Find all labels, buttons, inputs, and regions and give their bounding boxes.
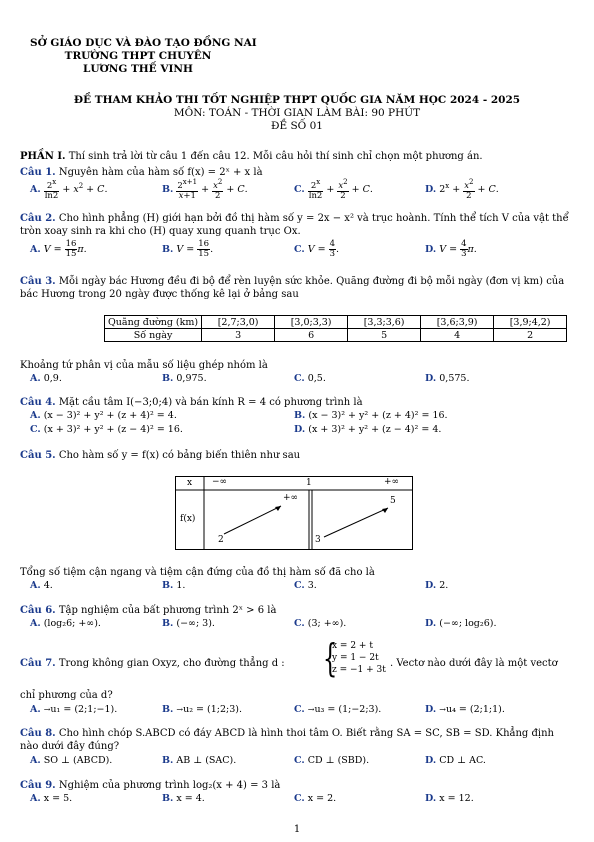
q9-option-a[interactable]: A. x = 5. <box>30 793 73 804</box>
q6-option-d[interactable]: D. (−∞; log₂6). <box>425 618 497 629</box>
q3-question-text: Khoảng tứ phân vị của mẫu số liệu ghép nhóm là <box>20 360 268 371</box>
q7-option-c[interactable]: C. →u₃ = (1;−2;3). <box>294 704 382 715</box>
table-cell: [3,9;4,2) <box>494 316 567 329</box>
q6-label: Câu 6. <box>20 605 56 616</box>
table-cell: [3,6;3,9) <box>421 316 494 329</box>
vt-plus-inf-limit: +∞ <box>283 493 299 503</box>
increase-arrow-2 <box>324 508 388 537</box>
q4-option-b[interactable]: B. (x − 3)² + y² + (z + 4)² = 16. <box>294 410 448 421</box>
vt-minus-inf: −∞ <box>212 477 228 487</box>
q7-text-after: . Vectơ nào dưới đây là một vectơ <box>390 658 558 669</box>
q7-option-a[interactable]: A. →u₁ = (2;1;−1). <box>30 704 118 715</box>
q7-option-b[interactable]: B. →u₂ = (1;2;3). <box>162 704 242 715</box>
q1-text: Nguyên hàm của hàm số f(x) = 2ˣ + x là <box>55 167 263 178</box>
table-cell: 3 <box>202 329 275 342</box>
q7-line-system <box>332 640 386 676</box>
q4-option-a[interactable]: A. (x − 3)² + y² + (z + 4)² = 4. <box>30 410 177 421</box>
exam-subject: MÔN: TOÁN - THỜI GIAN LÀM BÀI: 90 PHÚT <box>173 107 421 119</box>
table-header-days: Số ngày <box>105 329 202 342</box>
q8-text: Cho hình chóp S.ABCD có đáy ABCD là hình thoi tâm O. Biết rằng SA = SC, SB = SD. Khẳng định nào dưới đây đúng? <box>20 728 554 752</box>
q4-option-c[interactable]: C. (x + 3)² + y² + (z − 4)² = 16. <box>30 424 183 435</box>
variation-table-lines <box>176 477 412 549</box>
q7-label: Câu 7. <box>20 658 56 669</box>
q6-option-a[interactable]: A. (log₂6; +∞). <box>30 618 101 629</box>
vt-fx-label: f(x) <box>180 514 196 524</box>
q2-option-b[interactable]: B. V = $\frac{16}{15}$ . <box>162 239 214 259</box>
q5-text: Cho hàm số y = f(x) có bảng biến thiên như sau <box>55 450 301 461</box>
increase-arrow-1 <box>224 506 281 534</box>
q9-text: Nghiệm của phương trình log₂(x + 4) = 3 là <box>55 780 281 791</box>
q7-text: Trong không gian Oxyz, cho đường thẳng d : <box>55 658 285 669</box>
q3-option-c[interactable]: C. 0,5. <box>294 373 326 384</box>
exam-code: ĐỀ SỐ 01 <box>271 120 323 132</box>
q8-option-d[interactable]: D. CD ⊥ AC. <box>425 755 486 766</box>
q4-text: Mặt cầu tâm I(−3;0;4) và bán kính R = 4 có phương trình là <box>55 397 363 408</box>
table-cell: [3,3;3,6) <box>348 316 421 329</box>
vt-two: 2 <box>218 535 224 545</box>
table-cell: 6 <box>275 329 348 342</box>
exam-title: ĐỀ THAM KHẢO THI TỐT NGHIỆP THPT QUỐC GIA NĂM HỌC 2024 - 2025 <box>73 94 521 106</box>
part1-instruction <box>20 150 575 163</box>
table-cell: [3,0;3,3) <box>275 316 348 329</box>
variation-table <box>175 476 413 550</box>
q9-option-b[interactable]: B. x = 4. <box>162 793 205 804</box>
q1-option-a[interactable]: A. $\frac{2^x}{\ln 2}$ + $x^2 + C$. <box>30 178 108 201</box>
q8-label: Câu 8. <box>20 728 56 739</box>
q8-option-c[interactable]: C. CD ⊥ (SBD). <box>294 755 370 766</box>
q6-option-c[interactable]: C. (3; +∞). <box>294 618 347 629</box>
q2-option-c[interactable]: C. V = $\frac{4}{3}$ . <box>294 239 340 259</box>
q5-option-c[interactable]: C. 3. <box>294 580 317 591</box>
vt-one: 1 <box>306 478 312 488</box>
question-5 <box>20 449 575 462</box>
question-9 <box>20 779 575 792</box>
q3-option-d[interactable]: D. 0,575. <box>425 373 470 384</box>
q5-label: Câu 5. <box>20 450 56 461</box>
question-4 <box>20 396 575 409</box>
table-row <box>105 316 567 329</box>
q9-option-d[interactable]: D. x = 12. <box>425 793 474 804</box>
system-brace: { <box>322 636 338 680</box>
department-name: SỞ GIÁO DỤC VÀ ĐÀO TẠO ĐỒNG NAI <box>30 37 257 49</box>
q2-label: Câu 2. <box>20 213 56 224</box>
vt-x-label: x <box>187 478 193 488</box>
q4-option-d[interactable]: D. (x + 3)² + y² + (z − 4)² = 4. <box>294 424 442 435</box>
q5-option-d[interactable]: D. 2. <box>425 580 449 591</box>
q1-option-c[interactable]: C. $\frac{2^x}{\ln 2}$ + $\frac{x^2}{2}$ + C. <box>294 178 373 201</box>
question-3 <box>20 275 575 301</box>
table-cell: 5 <box>348 329 421 342</box>
q5-question-text: Tổng số tiệm cận ngang và tiệm cận đứng của đồ thị hàm số đã cho là <box>20 567 375 578</box>
q2-text: Cho hình phẳng (H) giới hạn bởi đồ thị hàm số y = 2x − x² và trục hoành. Tính thể tích V của vật thể tròn xoay sinh ra khi cho (H) quay xung quanh trục Ox. <box>20 213 569 237</box>
q1-option-d[interactable]: D. $2^x$ + $\frac{x^2}{2}$ + C. <box>425 178 499 201</box>
q3-option-a[interactable]: A. 0,9. <box>30 373 62 384</box>
table-row <box>105 329 567 342</box>
school-name-line1: TRƯỜNG THPT CHUYÊN <box>64 50 212 62</box>
question-7 <box>20 658 285 669</box>
question-2 <box>20 212 575 238</box>
q6-option-b[interactable]: B. (−∞; 3). <box>162 618 215 629</box>
q5-option-b[interactable]: B. 1. <box>162 580 186 591</box>
vt-five: 5 <box>390 496 396 506</box>
q4-label: Câu 4. <box>20 397 56 408</box>
question-6 <box>20 604 575 617</box>
system-eq-z: z = −1 + 3t <box>332 665 386 675</box>
q1-label: Câu 1. <box>20 167 56 178</box>
q7-text-line2: chỉ phương của d? <box>20 690 113 701</box>
table-cell: [2,7;3,0) <box>202 316 275 329</box>
q5-option-a[interactable]: A. 4. <box>30 580 53 591</box>
vt-three: 3 <box>315 535 321 545</box>
q8-option-b[interactable]: B. AB ⊥ (SAC). <box>162 755 237 766</box>
q3-label: Câu 3. <box>20 276 56 287</box>
q1-option-b[interactable]: B. $\frac{2^{x+1}}{x+1}$ + $\frac{x^2}{2}$ + C. <box>162 178 248 201</box>
part1-text: Thí sinh trả lời từ câu 1 đến câu 12. Mỗi câu hỏi thí sinh chỉ chọn một phương án. <box>65 151 483 162</box>
q2-option-d[interactable]: D. V = $\frac{4}{3}$ π. <box>425 239 477 259</box>
part1-label: PHẦN I. <box>20 151 66 162</box>
distance-frequency-table <box>104 315 567 342</box>
school-name-line2: LƯƠNG THẾ VINH <box>83 63 193 75</box>
q6-text: Tập nghiệm của bất phương trình 2ˣ > 6 là <box>55 605 277 616</box>
q3-option-b[interactable]: B. 0,975. <box>162 373 207 384</box>
system-eq-x: x = 2 + t <box>332 641 373 651</box>
table-header-distance: Quãng đường (km) <box>105 316 202 329</box>
system-eq-y: y = 1 − 2t <box>332 653 379 663</box>
q9-option-c[interactable]: C. x = 2. <box>294 793 337 804</box>
table-cell: 2 <box>494 329 567 342</box>
q7-option-d[interactable]: D. →u₄ = (2;1;1). <box>425 704 505 715</box>
q9-label: Câu 9. <box>20 780 56 791</box>
table-cell: 4 <box>421 329 494 342</box>
question-8 <box>20 727 575 753</box>
vt-plus-inf: +∞ <box>384 477 400 487</box>
q8-option-a[interactable]: A. SO ⊥ (ABCD). <box>30 755 113 766</box>
page-number: 1 <box>293 824 301 835</box>
q3-text: Mỗi ngày bác Hương đều đi bộ để rèn luyện sức khỏe. Quãng đường đi bộ mỗi ngày (đơn vị km) của bác Hương trong 20 ngày được thống kê lại ở bảng sau <box>20 276 565 300</box>
q2-option-a[interactable]: A. V = $\frac{16}{15}$ π. <box>30 239 87 259</box>
